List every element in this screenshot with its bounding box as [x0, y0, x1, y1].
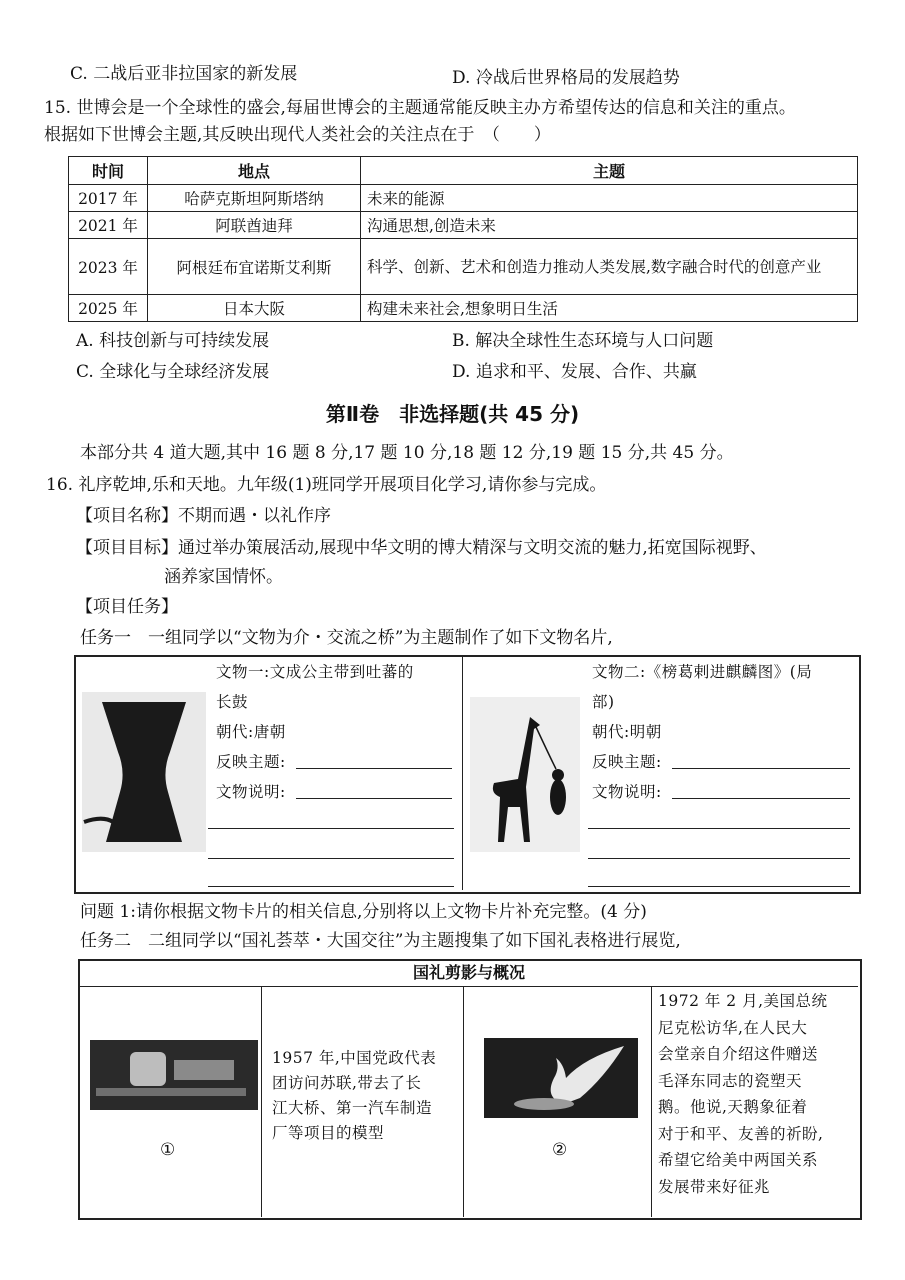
gift-col-divider — [463, 987, 464, 1217]
task2-text: 任务二 二组同学以“国礼荟萃・大国交往”为主题搜集了如下国礼表格进行展览, — [80, 931, 681, 951]
gift2-line: 希望它给美中两国关系 — [658, 1151, 819, 1169]
header-theme: 主题 — [361, 157, 858, 185]
card1-desc-label: 文物说明: — [216, 783, 286, 801]
porcelain-swan-photo — [484, 1038, 638, 1118]
card2-theme-label: 反映主题: — [592, 753, 662, 771]
q15-option-d: D. 追求和平、发展、合作、共赢 — [452, 362, 697, 382]
card1-desc-blank[interactable] — [208, 858, 454, 859]
gift1-line: 厂等项目的模型 — [272, 1124, 385, 1142]
gift2-line: 鹅。他说,天鹅象征着 — [658, 1098, 808, 1116]
row-year: 2025 年 — [69, 295, 148, 322]
gift2-number: ② — [552, 1140, 568, 1160]
q16-stem: 16. 礼序乾坤,乐和天地。九年级(1)班同学开展项目化学习,请你参与完成。 — [46, 475, 607, 495]
card2-desc-blank[interactable] — [588, 858, 850, 859]
header-place: 地点 — [148, 157, 361, 185]
table-row — [69, 212, 858, 239]
card1-desc-blank[interactable] — [208, 886, 454, 887]
gift2-line: 发展带来好征兆 — [658, 1177, 771, 1196]
table-row — [69, 295, 858, 322]
card1-theme-blank[interactable] — [296, 768, 452, 769]
row-place: 哈萨克斯坦阿斯塔纳 — [148, 185, 361, 212]
gift2-line: 毛泽东同志的瓷塑天 — [658, 1071, 803, 1090]
drum-photo — [82, 692, 206, 852]
row-theme: 未来的能源 — [361, 185, 858, 212]
gift2-line: 尼克松访华,在人民大 — [658, 1018, 808, 1037]
expo-table — [68, 156, 858, 322]
project-task: 【项目任务】 — [76, 597, 178, 617]
card1-title-line1: 文物一:文成公主带到吐蕃的 — [216, 663, 414, 681]
card2-title-line2: 部) — [592, 693, 615, 711]
card1-desc-blank[interactable] — [296, 798, 452, 799]
gift1-line: 1957 年,中国党政代表 — [272, 1049, 437, 1067]
section-title: 第Ⅱ卷 非选择题(共 45 分) — [325, 402, 580, 426]
giraffe-painting — [470, 697, 580, 852]
header-time: 时间 — [69, 157, 148, 185]
card1-theme-label: 反映主题: — [216, 753, 286, 771]
project-name: 【项目名称】不期而遇・以礼作序 — [76, 506, 331, 526]
row-year: 2021 年 — [69, 212, 148, 239]
question1-text: 问题 1:请你根据文物卡片的相关信息,分别将以上文物卡片补充完整。(4 分) — [80, 902, 647, 922]
row-place: 阿根廷布宜诺斯艾利斯 — [148, 239, 361, 295]
table-row — [69, 185, 858, 212]
gift2-line: 对于和平、友善的祈盼, — [658, 1124, 824, 1143]
card1-dynasty: 朝代:唐朝 — [216, 723, 286, 741]
row-theme: 沟通思想,创造未来 — [361, 212, 858, 239]
card1-desc-blank[interactable] — [208, 828, 454, 829]
task1-text: 任务一 一组同学以“文物为介・交流之桥”为主题制作了如下文物名片, — [80, 628, 613, 648]
row-theme: 科学、创新、艺术和创造力推动人类发展,数字融合时代的创意产业 — [361, 239, 858, 295]
gift1-line: 团访问苏联,带去了长 — [272, 1074, 422, 1092]
q15-stem-line1: 15. 世博会是一个全球性的盛会,每届世博会的主题通常能反映主办方希望传达的信息和关注的重点。 — [44, 98, 796, 118]
card2-dynasty: 朝代:明朝 — [592, 723, 662, 741]
project-goal-line2: 涵养家国情怀。 — [164, 567, 283, 587]
gift2-line: 会堂亲自介绍这件赠送 — [658, 1045, 819, 1063]
card1-title-line2: 长鼓 — [216, 693, 249, 711]
card2-desc-blank[interactable] — [588, 886, 850, 887]
card2-theme-blank[interactable] — [672, 768, 850, 769]
section-intro: 本部分共 4 道大题,其中 16 题 8 分,17 题 10 分,18 题 12 分,19 题 15 分,共 45 分。 — [80, 443, 734, 463]
gift1-description — [272, 1046, 462, 1146]
gift-col-divider — [651, 987, 652, 1217]
table-row — [69, 239, 858, 295]
gift1-line: 江大桥、第一汽车制造 — [272, 1099, 433, 1117]
card2-desc-blank[interactable] — [672, 798, 850, 799]
row-theme: 构建未来社会,想象明日生活 — [361, 295, 858, 322]
q14-option-c: C. 二战后亚非拉国家的新发展 — [70, 64, 298, 84]
row-place: 阿联酋迪拜 — [148, 212, 361, 239]
row-place: 日本大阪 — [148, 295, 361, 322]
q15-option-c: C. 全球化与全球经济发展 — [76, 362, 270, 382]
gift2-description — [658, 988, 858, 1200]
card2-desc-blank[interactable] — [588, 828, 850, 829]
card2-title-line1: 文物二:《榜葛剌进麒麟图》(局 — [592, 663, 813, 681]
gift2-line: 1972 年 2 月,美国总统 — [658, 992, 828, 1010]
q15-option-b: B. 解决全球性生态环境与人口问题 — [452, 331, 714, 351]
card2-desc-label: 文物说明: — [592, 783, 662, 801]
gift-table-title: 国礼剪影与概况 — [80, 960, 858, 987]
project-goal-line1: 【项目目标】通过举办策展活动,展现中华文明的博大精深与文明交流的魅力,拓宽国际视野、 — [76, 538, 767, 558]
row-year: 2017 年 — [69, 185, 148, 212]
q15-stem-line2: 根据如下世博会主题,其反映出现代人类社会的关注点在于 （ ） — [44, 125, 551, 145]
q14-option-d: D. 冷战后世界格局的发展趋势 — [452, 68, 680, 88]
gift-col-divider — [261, 987, 262, 1217]
q15-option-a: A. 科技创新与可持续发展 — [76, 331, 270, 351]
card-divider — [462, 657, 463, 890]
row-year: 2023 年 — [69, 239, 148, 295]
model-gift-photo — [90, 1040, 258, 1110]
gift1-number: ① — [160, 1140, 176, 1160]
